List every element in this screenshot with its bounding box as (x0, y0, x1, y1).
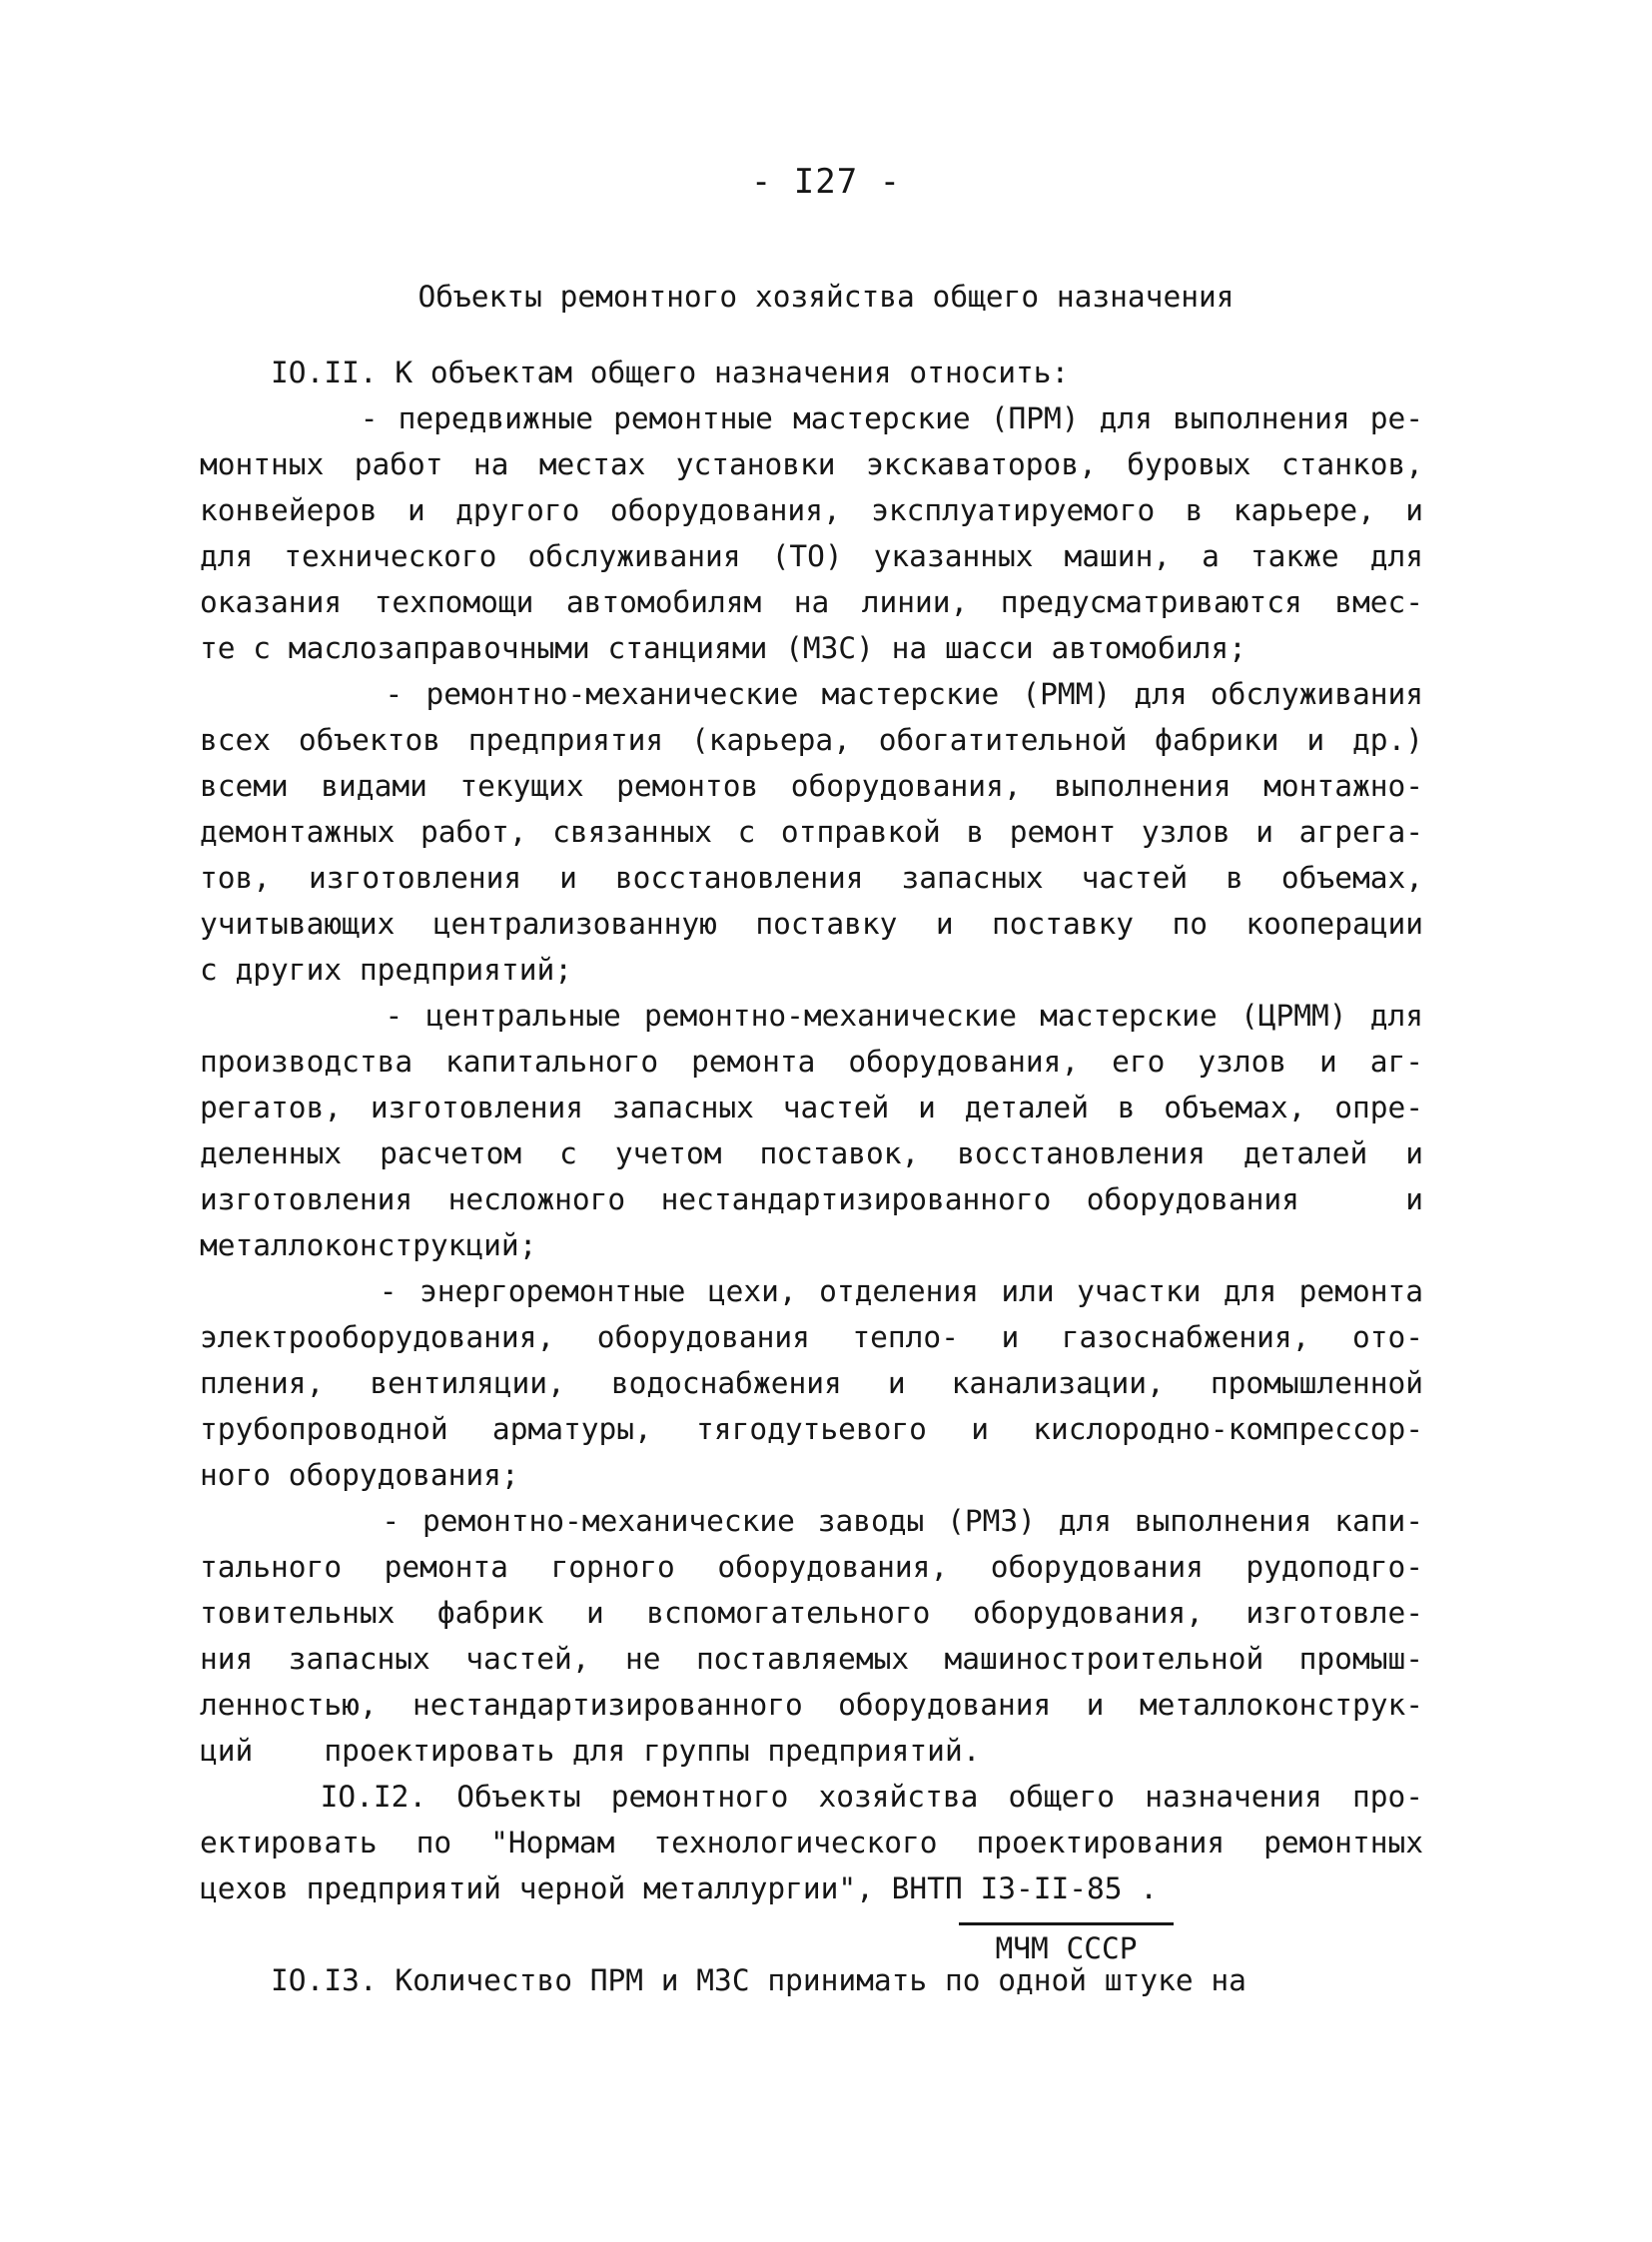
text-line: металлоконструкций; (200, 1228, 537, 1262)
text-line: оказания техпомощи автомобилям на линии, предусматриваются вмес- (200, 585, 1423, 619)
text-line: - ремонтно-механические мастерские (РММ) для обслуживания (200, 677, 1423, 711)
text-line: пления, вентиляции, водоснабжения и канализации, промышленной (200, 1366, 1423, 1400)
text-line: ектировать по "Нормам технологического проектирования ремонтных (200, 1826, 1423, 1860)
text-line: цехов предприятий черной металлургии", ВНТП I3-II-85 . (200, 1871, 1159, 1905)
text-line: конвейеров и другого оборудования, эксплуатируемого в карьере, и (200, 493, 1423, 527)
text-line: - энергоремонтные цехи, отделения или участки для ремонта (200, 1274, 1423, 1308)
text-line: те с маслозаправочными станциями (МЗС) на шасси автомобиля; (200, 631, 1246, 665)
text-line: монтных работ на местах установки экскаваторов, буровых станков, (200, 447, 1423, 481)
text-line: ленностью, нестандартизированного оборудования и металлоконструк- (200, 1688, 1423, 1722)
text-line: всеми видами текущих ремонтов оборудования, выполнения монтажно- (200, 769, 1423, 803)
text-line: ций проектировать для группы предприятий. (200, 1734, 981, 1768)
text-line: всех объектов предприятия (карьера, обогатительной фабрики и др.) (200, 723, 1423, 757)
text-line: для технического обслуживания (ТО) указанных машин, а также для (200, 539, 1423, 573)
paragraph-10-11-heading: IO.II. К объектам общего назначения относить: (200, 356, 1070, 389)
text-line: трубопроводной арматуры, тягодутьевого и кислородно-компрессор- (200, 1412, 1423, 1446)
text-line: производства капитального ремонта оборудования, его узлов и аг- (200, 1045, 1423, 1079)
text-line: - ремонтно-механические заводы (РМЗ) для выполнения капи- (200, 1504, 1423, 1538)
paragraph-10-12: IO.I2. Объекты ремонтного хозяйства общего назначения про- (200, 1780, 1423, 1814)
text-line: тов, изготовления и восстановления запасных частей в объемах, (200, 861, 1423, 895)
text-line: ного оборудования; (200, 1458, 519, 1492)
text-line: - передвижные ремонтные мастерские (ПРМ) для выполнения ре- (200, 401, 1423, 435)
page-number: - I27 - (750, 162, 902, 202)
text-line: товительных фабрик и вспомогательного оборудования, изготовле- (200, 1596, 1423, 1630)
section-title: Объекты ремонтного хозяйства общего назначения (417, 280, 1235, 314)
text-line: демонтажных работ, связанных с отправкой в ремонт узлов и агрега- (200, 815, 1423, 849)
text-line: тального ремонта горного оборудования, оборудования рудоподго- (200, 1550, 1423, 1584)
text-line: деленных расчетом с учетом поставок, восстановления деталей и (200, 1136, 1423, 1170)
text-line: - центральные ремонтно-механические мастерские (ЦРММ) для (200, 999, 1423, 1033)
text-line: регатов, изготовления запасных частей и деталей в объемах, опре- (200, 1091, 1423, 1124)
paragraph-10-13: IO.I3. Количество ПРМ и МЗС принимать по одной штуке на (200, 1963, 1246, 1997)
text-line: ния запасных частей, не поставляемых машиностроительной промыш- (200, 1642, 1423, 1676)
text-line: учитывающих централизованную поставку и поставку по кооперации (200, 907, 1423, 941)
text-line: с других предприятий; (200, 953, 572, 987)
text-line: изготовления несложного нестандартизированного оборудования и (200, 1182, 1423, 1216)
text-line: электрооборудования, оборудования тепло- и газоснабжения, ото- (200, 1320, 1423, 1354)
issuing-organization: МЧМ СССР (995, 1931, 1138, 1965)
